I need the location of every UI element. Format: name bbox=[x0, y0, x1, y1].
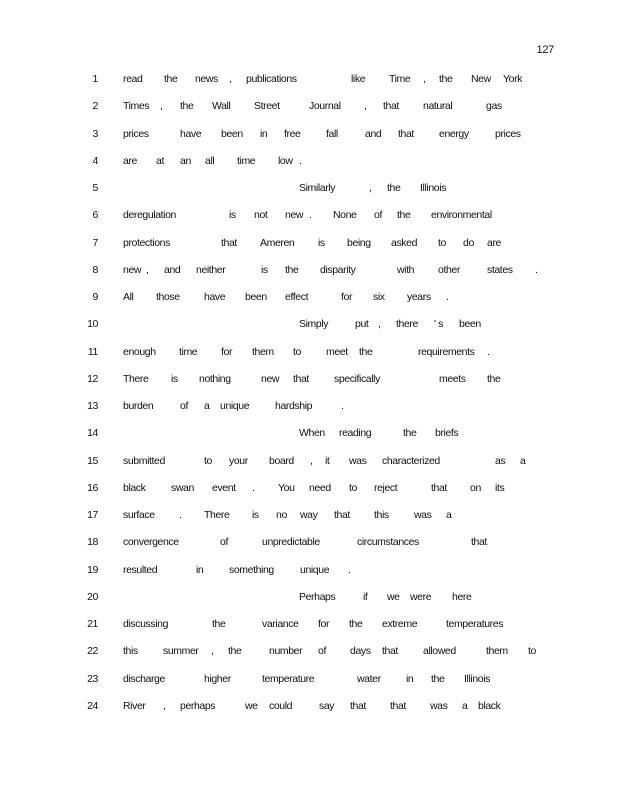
transcript-word: to bbox=[349, 481, 357, 494]
transcript-word: unique bbox=[300, 563, 330, 576]
transcript-word: You bbox=[278, 481, 295, 494]
transcript-word: is bbox=[252, 509, 259, 521]
transcript-word: time bbox=[179, 345, 198, 358]
transcript-word: have bbox=[180, 127, 202, 140]
transcript-line bbox=[0, 346, 618, 362]
transcript-word: allowed bbox=[423, 645, 456, 658]
transcript-word: that bbox=[382, 645, 398, 658]
transcript-word: ' s bbox=[434, 318, 443, 331]
transcript-word: on bbox=[470, 481, 481, 494]
transcript-word: gas bbox=[486, 100, 502, 113]
line-number: 11 bbox=[87, 345, 98, 358]
transcript-line bbox=[0, 673, 618, 689]
transcript-line bbox=[0, 482, 618, 498]
transcript-word: the bbox=[439, 73, 453, 85]
transcript-word: them bbox=[252, 345, 274, 358]
transcript-word: read bbox=[123, 73, 143, 85]
transcript-word: neither bbox=[196, 263, 226, 276]
line-number: 10 bbox=[87, 318, 98, 331]
transcript-word: , bbox=[163, 699, 166, 712]
transcript-word: discharge bbox=[123, 672, 165, 685]
transcript-word: Perhaps bbox=[299, 590, 336, 603]
transcript-word: the bbox=[487, 372, 501, 385]
transcript-word: was bbox=[349, 454, 367, 467]
line-number: 7 bbox=[92, 236, 98, 249]
line-number: 16 bbox=[87, 481, 98, 494]
transcript-word: for bbox=[221, 345, 233, 358]
transcript-word: six bbox=[373, 291, 385, 303]
transcript-word: , bbox=[211, 645, 214, 658]
transcript-word: . bbox=[446, 291, 449, 303]
transcript-word: if bbox=[363, 590, 368, 603]
transcript-word: do bbox=[463, 236, 474, 249]
transcript-word: meet bbox=[326, 345, 348, 358]
transcript-word: briefs bbox=[435, 427, 459, 440]
transcript-word: unique bbox=[220, 400, 250, 412]
transcript-word: temperature bbox=[262, 672, 315, 685]
transcript-word: have bbox=[204, 291, 226, 303]
transcript-word: . bbox=[348, 563, 351, 576]
transcript-word: a bbox=[462, 699, 468, 712]
transcript-word: other bbox=[438, 263, 460, 276]
transcript-word: that bbox=[383, 100, 399, 113]
transcript-word: to bbox=[438, 236, 446, 249]
transcript-line bbox=[0, 100, 618, 116]
transcript-line bbox=[0, 400, 618, 416]
transcript-line bbox=[0, 564, 618, 580]
transcript-word: There bbox=[123, 372, 149, 385]
transcript-word: Times bbox=[123, 100, 150, 113]
transcript-line bbox=[0, 509, 618, 525]
transcript-word: effect bbox=[285, 291, 309, 303]
transcript-word: to bbox=[204, 454, 212, 467]
transcript-word: of bbox=[220, 536, 228, 549]
transcript-word: environmental bbox=[431, 209, 492, 222]
transcript-line bbox=[0, 427, 618, 443]
transcript-word: circumstances bbox=[357, 536, 419, 549]
transcript-word: we bbox=[245, 699, 258, 712]
transcript-word: temperatures bbox=[446, 618, 504, 630]
transcript-word: number bbox=[269, 645, 303, 658]
line-number: 2 bbox=[92, 100, 98, 113]
transcript-word: and bbox=[164, 263, 181, 276]
transcript-word: this bbox=[374, 509, 389, 521]
transcript-word: not bbox=[254, 209, 268, 222]
transcript-word: in bbox=[260, 127, 268, 140]
transcript-word: the bbox=[403, 427, 417, 440]
transcript-word: Similarly bbox=[299, 182, 336, 194]
transcript-word: the bbox=[212, 618, 226, 630]
transcript-word: surface bbox=[123, 509, 155, 521]
transcript-word: , bbox=[378, 318, 381, 331]
transcript-word: extreme bbox=[382, 618, 418, 630]
transcript-word: a bbox=[520, 454, 526, 467]
transcript-word: swan bbox=[171, 481, 194, 494]
transcript-word: way bbox=[300, 509, 318, 521]
transcript-word: low bbox=[278, 154, 293, 167]
transcript-word: protections bbox=[123, 236, 170, 249]
transcript-word: days bbox=[350, 645, 371, 658]
transcript-word: specifically bbox=[334, 372, 380, 385]
transcript-word: of bbox=[374, 209, 382, 222]
transcript-word: with bbox=[397, 263, 415, 276]
line-number: 20 bbox=[87, 590, 98, 603]
transcript-word: resulted bbox=[123, 563, 158, 576]
transcript-word: Wall bbox=[212, 100, 231, 113]
transcript-word: are bbox=[487, 236, 501, 249]
transcript-word: that bbox=[398, 127, 414, 140]
transcript-line bbox=[0, 455, 618, 471]
line-number: 3 bbox=[92, 127, 98, 140]
transcript-word: the bbox=[359, 345, 373, 358]
line-number: 18 bbox=[87, 536, 98, 549]
transcript-word: been bbox=[459, 318, 481, 331]
transcript-word: discussing bbox=[123, 618, 169, 630]
transcript-word: requirements bbox=[418, 345, 475, 358]
transcript-word: enough bbox=[123, 345, 156, 358]
transcript-word: burden bbox=[123, 400, 154, 412]
transcript-word: states bbox=[487, 263, 513, 276]
transcript-line bbox=[0, 591, 618, 607]
transcript-line bbox=[0, 155, 618, 171]
transcript-word: deregulation bbox=[123, 209, 176, 222]
transcript-word: that bbox=[334, 509, 350, 521]
transcript-word: All bbox=[123, 291, 134, 303]
transcript-word: that bbox=[221, 236, 237, 249]
transcript-word: nothing bbox=[199, 372, 231, 385]
transcript-word: , bbox=[369, 182, 372, 194]
line-number: 22 bbox=[87, 645, 98, 658]
transcript-word: all bbox=[205, 154, 215, 167]
transcript-word: was bbox=[430, 699, 448, 712]
transcript-word: that bbox=[350, 699, 366, 712]
transcript-word: there bbox=[396, 318, 418, 331]
transcript-word: it bbox=[325, 454, 330, 467]
line-number: 5 bbox=[92, 182, 98, 194]
line-number: 8 bbox=[92, 263, 98, 276]
line-number: 24 bbox=[87, 699, 98, 712]
line-number: 17 bbox=[87, 509, 98, 521]
transcript-word: variance bbox=[262, 618, 299, 630]
line-number: 14 bbox=[87, 427, 98, 440]
transcript-word: meets bbox=[439, 372, 466, 385]
transcript-word: the bbox=[349, 618, 363, 630]
transcript-word: publications bbox=[246, 73, 297, 85]
transcript-line bbox=[0, 645, 618, 661]
page-number: 127 bbox=[536, 44, 554, 56]
transcript-word: None bbox=[333, 209, 357, 222]
transcript-word: . bbox=[487, 345, 490, 358]
transcript-line bbox=[0, 373, 618, 389]
transcript-word: at bbox=[156, 154, 164, 167]
transcript-word: Time bbox=[389, 73, 411, 85]
transcript-word: disparity bbox=[320, 263, 356, 276]
transcript-word: , bbox=[146, 263, 149, 276]
transcript-line bbox=[0, 264, 618, 280]
transcript-line bbox=[0, 700, 618, 716]
transcript-word: the bbox=[285, 263, 299, 276]
transcript-line bbox=[0, 536, 618, 552]
transcript-word: asked bbox=[391, 236, 418, 249]
transcript-word: Ameren bbox=[260, 236, 295, 249]
transcript-word: Illinois bbox=[420, 182, 446, 194]
transcript-word: York bbox=[503, 73, 523, 85]
transcript-word: reading bbox=[339, 427, 372, 440]
transcript-word: unpredictable bbox=[262, 536, 320, 549]
line-number: 19 bbox=[87, 563, 98, 576]
transcript-word: for bbox=[341, 291, 353, 303]
transcript-word: . bbox=[341, 400, 344, 412]
transcript-word: of bbox=[318, 645, 326, 658]
transcript-word: that bbox=[293, 372, 309, 385]
transcript-word: new bbox=[285, 209, 304, 222]
transcript-line bbox=[0, 318, 618, 334]
transcript-line bbox=[0, 128, 618, 144]
transcript-word: and bbox=[365, 127, 382, 140]
transcript-word: years bbox=[407, 291, 431, 303]
transcript-word: is bbox=[261, 263, 268, 276]
transcript-word: been bbox=[245, 291, 267, 303]
transcript-word: need bbox=[309, 481, 331, 494]
transcript-word: are bbox=[123, 154, 137, 167]
transcript-word: perhaps bbox=[180, 699, 216, 712]
transcript-word: its bbox=[495, 481, 505, 494]
transcript-word: water bbox=[357, 672, 381, 685]
line-number: 9 bbox=[92, 291, 98, 303]
transcript-word: say bbox=[319, 699, 335, 712]
transcript-line bbox=[0, 618, 618, 634]
transcript-word: When bbox=[299, 427, 325, 440]
transcript-word: reject bbox=[374, 481, 398, 494]
transcript-word: the bbox=[431, 672, 445, 685]
transcript-word: Simply bbox=[299, 318, 329, 331]
transcript-word: the bbox=[228, 645, 242, 658]
transcript-word: put bbox=[355, 318, 369, 331]
transcript-word: of bbox=[180, 400, 188, 412]
transcript-word: them bbox=[486, 645, 508, 658]
transcript-word: , bbox=[229, 73, 232, 85]
transcript-word: fall bbox=[326, 127, 338, 140]
transcript-word: news bbox=[195, 73, 218, 85]
transcript-word: is bbox=[171, 372, 178, 385]
transcript-word: . bbox=[299, 154, 302, 167]
transcript-word: New bbox=[471, 73, 491, 85]
line-number: 1 bbox=[92, 73, 98, 85]
transcript-line bbox=[0, 291, 618, 307]
line-number: 6 bbox=[92, 209, 98, 222]
transcript-word: is bbox=[318, 236, 325, 249]
transcript-word: . bbox=[252, 481, 255, 494]
transcript-word: There bbox=[204, 509, 230, 521]
transcript-word: no bbox=[276, 509, 287, 521]
transcript-word: higher bbox=[204, 672, 231, 685]
transcript-line bbox=[0, 73, 618, 89]
transcript-word: the bbox=[180, 100, 194, 113]
transcript-word: . bbox=[179, 509, 182, 521]
transcript-word: to bbox=[528, 645, 536, 658]
transcript-word: the bbox=[387, 182, 401, 194]
transcript-word: submitted bbox=[123, 454, 165, 467]
transcript-word: a bbox=[446, 509, 452, 521]
transcript-line bbox=[0, 209, 618, 225]
transcript-word: hardship bbox=[275, 400, 313, 412]
line-number: 21 bbox=[87, 618, 98, 630]
transcript-word: in bbox=[406, 672, 414, 685]
transcript-word: that bbox=[471, 536, 487, 549]
line-number: 15 bbox=[87, 454, 98, 467]
transcript-word: . bbox=[535, 263, 538, 276]
transcript-word: characterized bbox=[382, 454, 440, 467]
transcript-word: new bbox=[123, 263, 142, 276]
transcript-word: , bbox=[160, 100, 163, 113]
transcript-word: being bbox=[347, 236, 371, 249]
transcript-word: natural bbox=[423, 100, 453, 113]
transcript-word: a bbox=[204, 400, 210, 412]
transcript-word: was bbox=[414, 509, 432, 521]
transcript-word: summer bbox=[163, 645, 199, 658]
transcript-word: . bbox=[309, 209, 312, 222]
transcript-word: those bbox=[156, 291, 180, 303]
transcript-word: River bbox=[123, 699, 146, 712]
transcript-word: black bbox=[123, 481, 146, 494]
transcript-line bbox=[0, 237, 618, 253]
line-number: 13 bbox=[87, 400, 98, 412]
transcript-word: could bbox=[269, 699, 293, 712]
transcript-word: free bbox=[284, 127, 301, 140]
transcript-word: black bbox=[478, 699, 501, 712]
transcript-word: something bbox=[229, 563, 274, 576]
line-number: 23 bbox=[87, 672, 98, 685]
transcript-word: board bbox=[269, 454, 294, 467]
transcript-word: , bbox=[423, 73, 426, 85]
transcript-word: an bbox=[180, 154, 191, 167]
transcript-word: the bbox=[397, 209, 411, 222]
transcript-word: , bbox=[310, 454, 313, 467]
transcript-word: prices bbox=[495, 127, 521, 140]
line-number: 12 bbox=[87, 372, 98, 385]
transcript-word: convergence bbox=[123, 536, 179, 549]
line-number: 4 bbox=[92, 154, 98, 167]
transcript-word: we bbox=[387, 590, 400, 603]
transcript-word: time bbox=[237, 154, 256, 167]
transcript-word: that bbox=[431, 481, 447, 494]
transcript-word: here bbox=[452, 590, 472, 603]
transcript-word: , bbox=[364, 100, 367, 113]
transcript-word: is bbox=[229, 209, 236, 222]
transcript-word: as bbox=[495, 454, 506, 467]
transcript-word: the bbox=[164, 73, 178, 85]
transcript-word: like bbox=[351, 73, 366, 85]
transcript-word: Journal bbox=[309, 100, 341, 113]
transcript-line bbox=[0, 182, 618, 198]
transcript-word: Illinois bbox=[464, 672, 490, 685]
transcript-word: that bbox=[390, 699, 406, 712]
transcript-word: been bbox=[221, 127, 243, 140]
transcript-word: to bbox=[293, 345, 301, 358]
transcript-word: for bbox=[318, 618, 330, 630]
transcript-word: this bbox=[123, 645, 138, 658]
transcript-word: event bbox=[212, 481, 236, 494]
transcript-word: in bbox=[196, 563, 204, 576]
transcript-word: were bbox=[410, 590, 432, 603]
transcript-word: Street bbox=[254, 100, 280, 113]
transcript-word: prices bbox=[123, 127, 149, 140]
transcript-word: new bbox=[261, 372, 280, 385]
transcript-word: your bbox=[229, 454, 248, 467]
transcript-word: energy bbox=[439, 127, 469, 140]
